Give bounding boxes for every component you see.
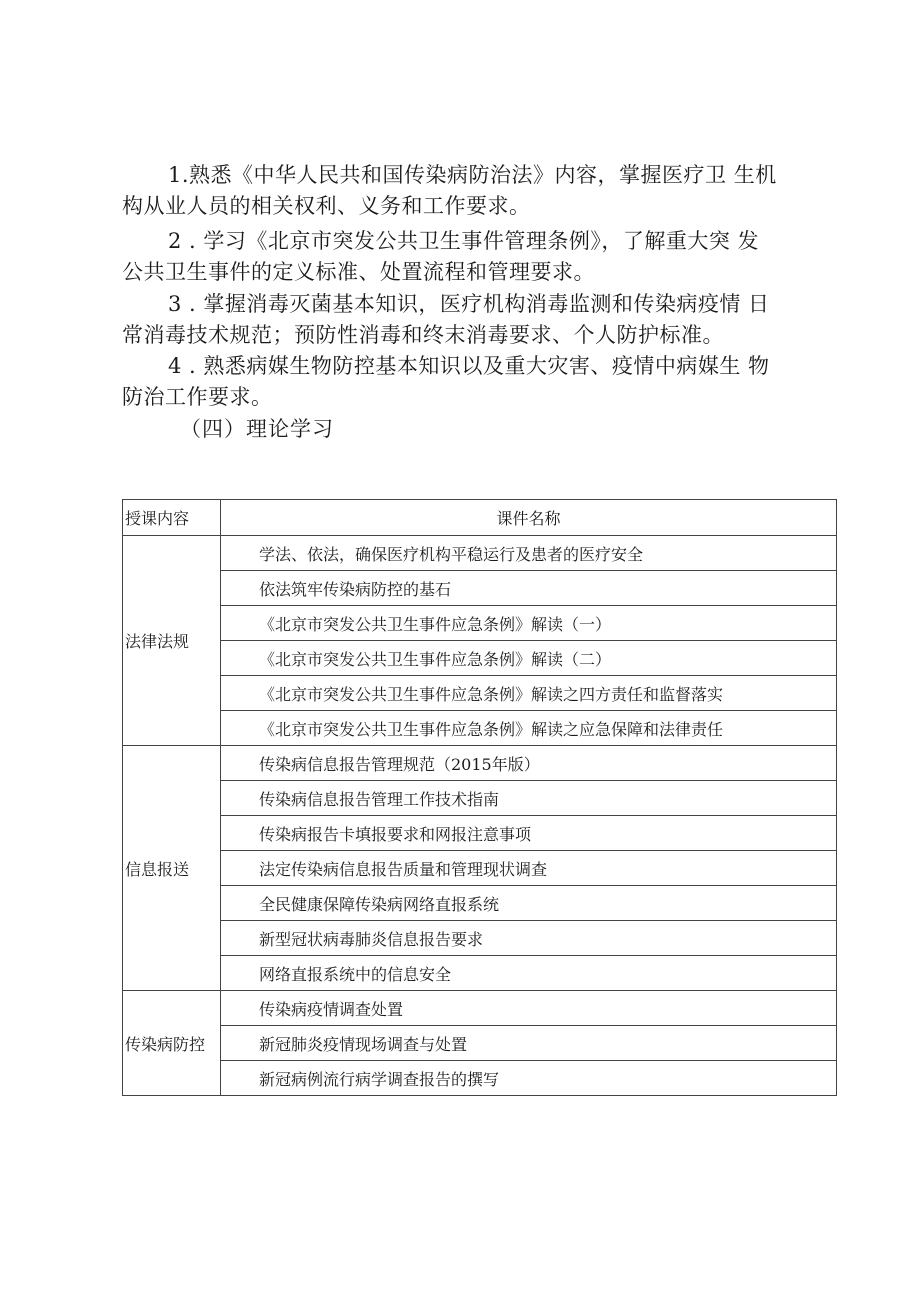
paragraph-3 xyxy=(122,289,834,351)
table-row xyxy=(123,956,837,991)
table-row xyxy=(123,816,837,851)
course-name-cell: 传染病疫情调查处置 xyxy=(221,991,837,1026)
table-row xyxy=(123,641,837,676)
course-table-body xyxy=(123,536,837,1096)
table-row xyxy=(123,781,837,816)
paragraph-1 xyxy=(122,160,834,222)
paragraph-line: 常消毒技术规范；预防性消毒和终末消毒要求、个人防护标准。 xyxy=(122,323,724,347)
paragraph-line: 3 . 掌握消毒灭菌基本知识，医疗机构消毒监测和传染病疫情 日 xyxy=(168,292,770,316)
table-row xyxy=(123,921,837,956)
table-row xyxy=(123,571,837,606)
course-name-cell: 《北京市突发公共卫生事件应急条例》解读之应急保障和法律责任 xyxy=(221,711,837,746)
category-cell: 传染病防控 xyxy=(123,991,221,1096)
table-row xyxy=(123,886,837,921)
course-name-cell: 网络直报系统中的信息安全 xyxy=(221,956,837,991)
paragraph-line: 4 . 熟悉病媒生物防控基本知识以及重大灾害、疫情中病媒生 物 xyxy=(168,354,770,378)
table-row xyxy=(123,746,837,781)
section-subheading: （四）理论学习 xyxy=(180,417,334,441)
header-course-name: 课件名称 xyxy=(221,500,837,536)
course-name-cell: 传染病信息报告管理规范（2015年版） xyxy=(221,746,837,781)
table-row xyxy=(123,676,837,711)
table-row xyxy=(123,991,837,1026)
paragraph-line: 1.熟悉《中华人民共和国传染病防治法》内容，掌握医疗卫 生机 xyxy=(168,163,777,187)
paragraph-line: 防治工作要求。 xyxy=(122,385,273,409)
course-name-cell: 《北京市突发公共卫生事件应急条例》解读之四方责任和监督落实 xyxy=(221,676,837,711)
table-row xyxy=(123,1061,837,1096)
table-row xyxy=(123,711,837,746)
category-cell: 信息报送 xyxy=(123,746,221,991)
course-name-cell: 传染病信息报告管理工作技术指南 xyxy=(221,781,837,816)
course-name-cell: 法定传染病信息报告质量和管理现状调查 xyxy=(221,851,837,886)
course-name-cell: 《北京市突发公共卫生事件应急条例》解读（二） xyxy=(221,641,837,676)
header-topic: 授课内容 xyxy=(123,500,221,536)
table-row xyxy=(123,1026,837,1061)
course-name-cell: 全民健康保障传染病网络直报系统 xyxy=(221,886,837,921)
table-row xyxy=(123,536,837,571)
course-name-cell: 传染病报告卡填报要求和网报注意事项 xyxy=(221,816,837,851)
course-name-cell: 新冠病例流行病学调查报告的撰写 xyxy=(221,1061,837,1096)
category-cell: 法律法规 xyxy=(123,536,221,746)
table-header-row xyxy=(123,500,837,536)
paragraph-line: 公共卫生事件的定义标准、处置流程和管理要求。 xyxy=(122,260,595,284)
paragraph-4 xyxy=(122,351,834,413)
course-name-cell: 新型冠状病毒肺炎信息报告要求 xyxy=(221,921,837,956)
paragraph-2 xyxy=(122,226,834,288)
course-name-cell: 学法、依法，确保医疗机构平稳运行及患者的医疗安全 xyxy=(221,536,837,571)
course-name-cell: 新冠肺炎疫情现场调查与处置 xyxy=(221,1026,837,1061)
course-table xyxy=(122,499,837,1096)
table-row xyxy=(123,851,837,886)
course-name-cell: 《北京市突发公共卫生事件应急条例》解读（一） xyxy=(221,606,837,641)
course-name-cell: 依法筑牢传染病防控的基石 xyxy=(221,571,837,606)
table-row xyxy=(123,606,837,641)
paragraph-line: 构从业人员的相关权利、义务和工作要求。 xyxy=(122,194,531,218)
paragraph-line: 2 . 学习《北京市突发公共卫生事件管理条例》，了解重大突 发 xyxy=(168,229,760,253)
